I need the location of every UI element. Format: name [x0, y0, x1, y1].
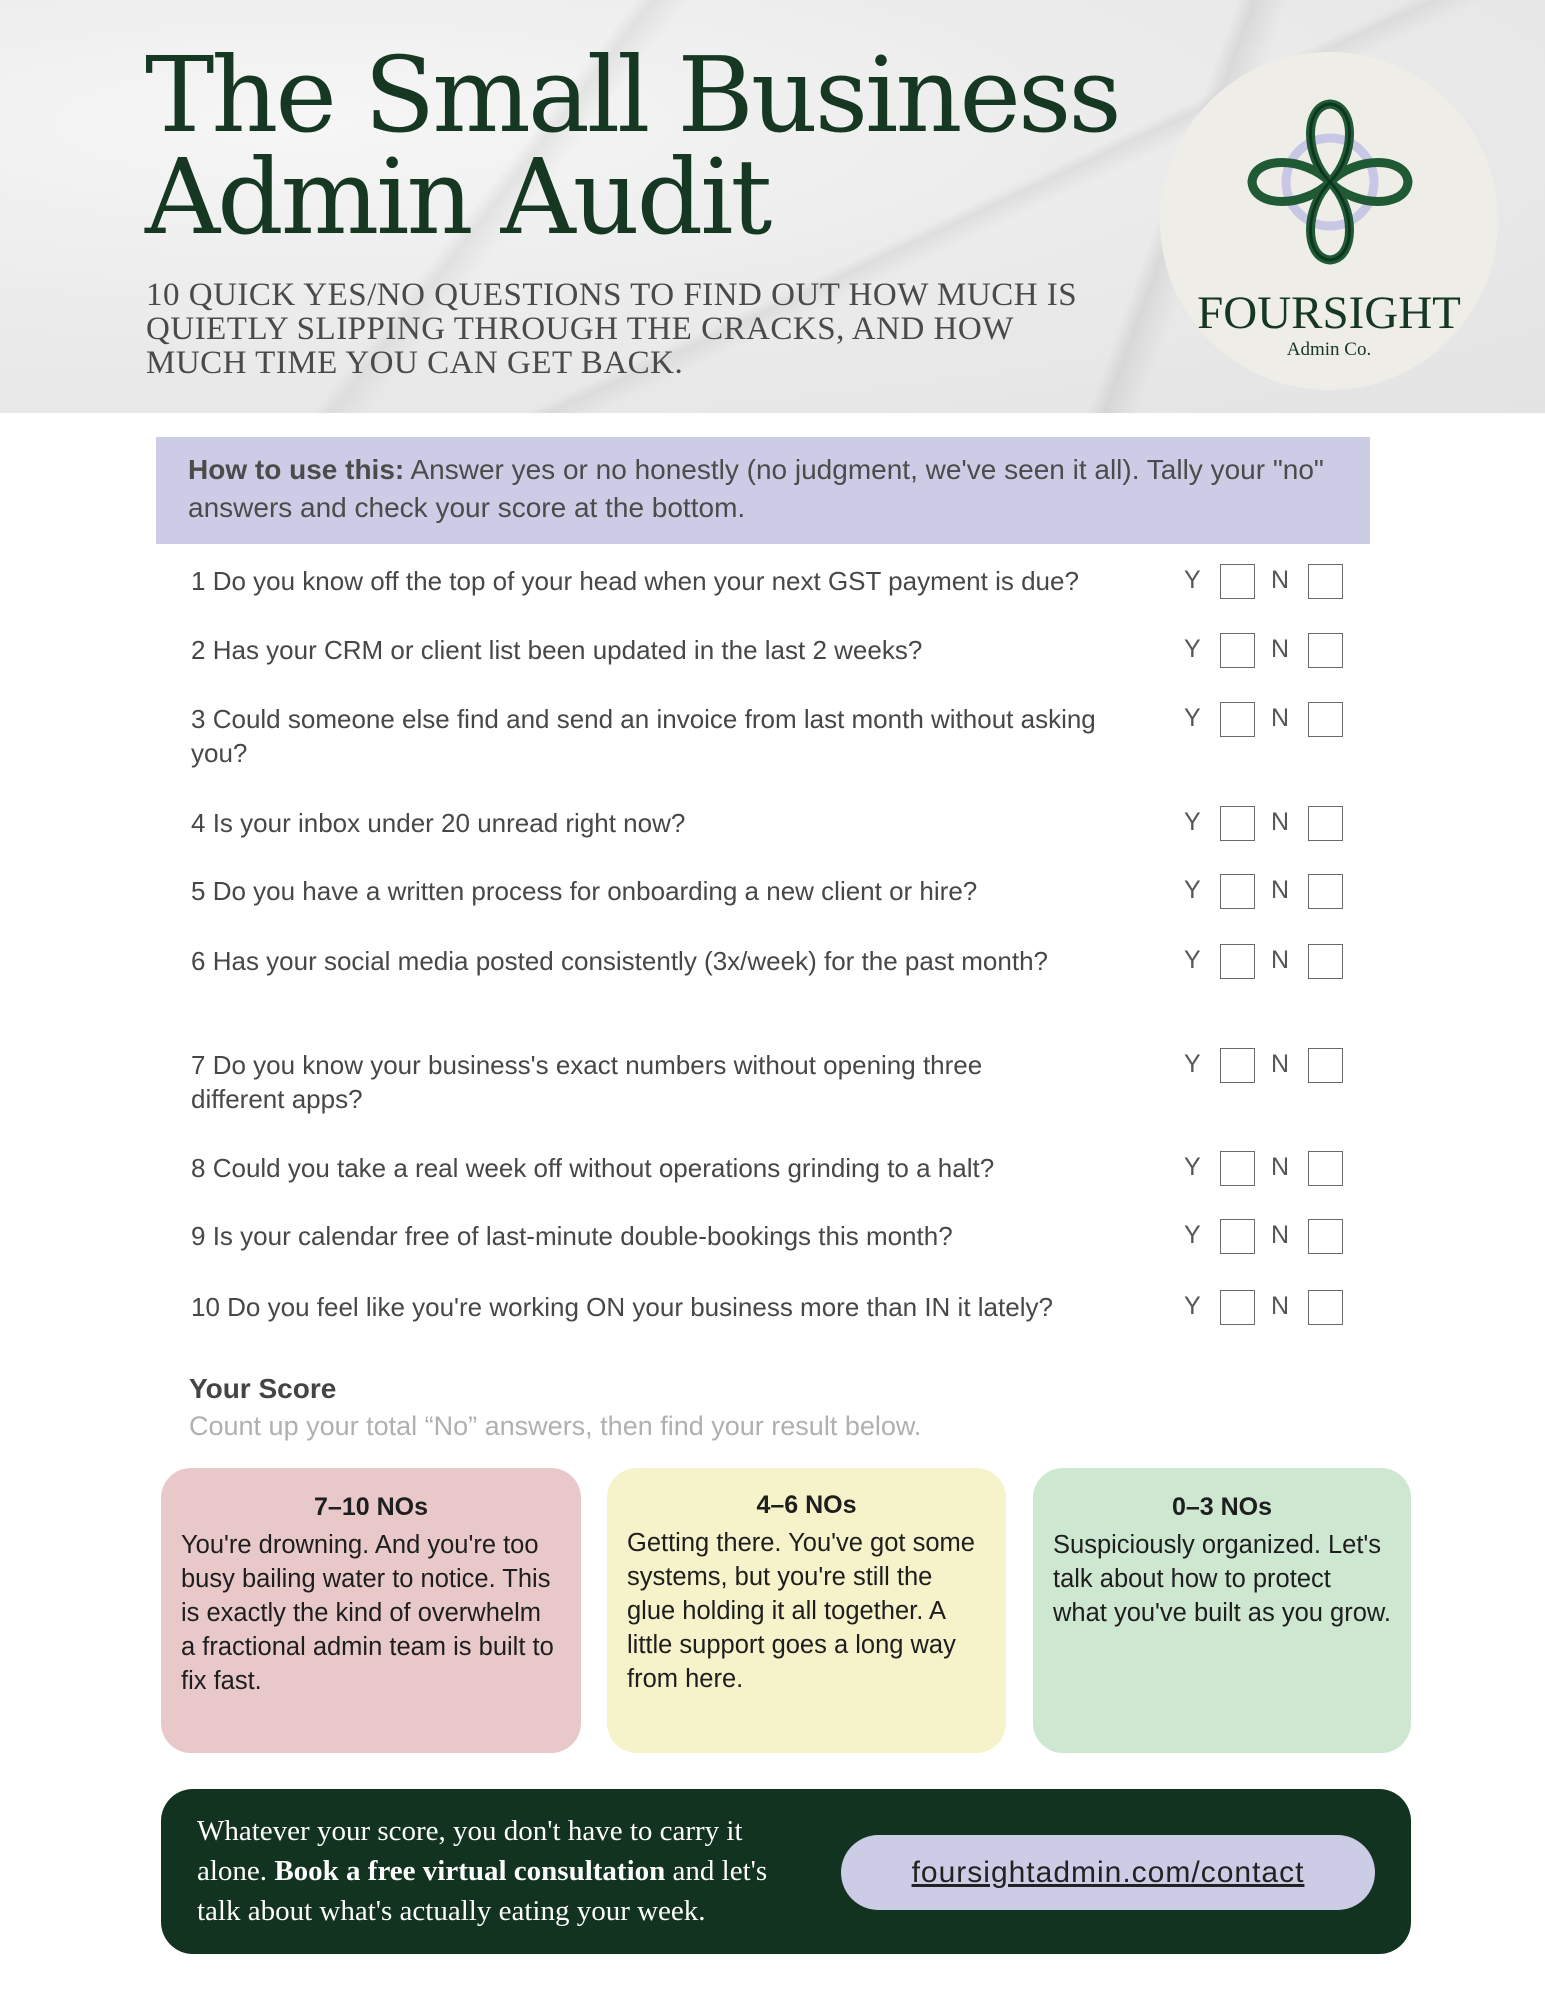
yes-checkbox[interactable] [1220, 1290, 1255, 1325]
celtic-knot-icon [1244, 96, 1416, 268]
page-subtitle: 10 QUICK YES/NO QUESTIONS TO FIND OUT HOW MUCH IS QUIETLY SLIPPING THROUGH THE CRACKS, AND HOW MUCH TIME YOU CAN GET BACK. [146, 277, 1078, 381]
answer-group [1184, 1219, 1354, 1255]
no-checkbox[interactable] [1308, 1219, 1343, 1254]
question-text: 10 Do you feel like you're working ON your business more than IN it lately? [191, 1292, 1053, 1322]
no-label: N [1271, 946, 1290, 974]
yes-checkbox[interactable] [1220, 1048, 1255, 1083]
answer-group [1184, 633, 1354, 669]
no-checkbox[interactable] [1308, 1048, 1343, 1083]
logo-subtitle: Admin Co. [1286, 339, 1372, 360]
no-checkbox[interactable] [1308, 702, 1343, 737]
result-text: You're drowning. And you're too busy bailing water to notice. This is exactly the kind of overwhelm a fractional admin team is built to fix fast. [181, 1531, 554, 1695]
no-label: N [1271, 1050, 1290, 1078]
yes-checkbox[interactable] [1220, 633, 1255, 668]
no-checkbox[interactable] [1308, 874, 1343, 909]
yes-label: Y [1184, 808, 1201, 836]
no-label: N [1271, 635, 1290, 663]
no-label: N [1271, 876, 1290, 904]
yes-label: Y [1184, 876, 1201, 904]
answer-group [1184, 1151, 1354, 1187]
answer-group [1184, 944, 1354, 980]
no-label: N [1271, 1153, 1290, 1181]
result-text: Suspiciously organized. Let's talk about how to protect what you've built as you grow. [1053, 1531, 1391, 1627]
no-label: N [1271, 704, 1290, 732]
yes-checkbox[interactable] [1220, 806, 1255, 841]
yes-checkbox[interactable] [1220, 874, 1255, 909]
header-banner [0, 0, 1545, 413]
yes-label: Y [1184, 946, 1201, 974]
no-checkbox[interactable] [1308, 1151, 1343, 1186]
answer-group [1184, 1290, 1354, 1326]
cta-banner [161, 1789, 1411, 1954]
question-text: 4 Is your inbox under 20 unread right now? [191, 808, 686, 838]
yes-label: Y [1184, 704, 1201, 732]
no-label: N [1271, 1221, 1290, 1249]
yes-checkbox[interactable] [1220, 702, 1255, 737]
no-checkbox[interactable] [1308, 944, 1343, 979]
instructions-label: How to use this: [188, 454, 405, 485]
cta-text: Whatever your score, you don't have to carry it alone. Book a free virtual consultation and let's talk about what's actually eating your week. [197, 1815, 768, 1927]
no-checkbox[interactable] [1308, 564, 1343, 599]
result-card-low [1033, 1468, 1411, 1753]
no-checkbox[interactable] [1308, 1290, 1343, 1325]
answer-group [1184, 806, 1354, 842]
contact-link[interactable]: foursightadmin.com/contact [841, 1835, 1375, 1910]
question-text: 5 Do you have a written process for onboarding a new client or hire? [191, 876, 978, 906]
question-text: 3 Could someone else find and send an invoice from last month without asking you? [191, 704, 1096, 768]
result-range: 4–6 NOs [756, 1491, 857, 1519]
yes-checkbox[interactable] [1220, 564, 1255, 599]
result-card-medium [607, 1468, 1006, 1753]
yes-label: Y [1184, 1221, 1201, 1249]
answer-group [1184, 564, 1354, 600]
answer-group [1184, 1048, 1354, 1084]
no-checkbox[interactable] [1308, 806, 1343, 841]
logo-name: FOURSIGHT [1197, 287, 1461, 339]
question-text: 7 Do you know your business's exact numbers without opening three different apps? [191, 1050, 983, 1114]
question-text: 1 Do you know off the top of your head when your next GST payment is due? [191, 566, 1079, 596]
question-text: 2 Has your CRM or client list been updated in the last 2 weeks? [191, 635, 923, 665]
yes-label: Y [1184, 1292, 1201, 1320]
no-label: N [1271, 808, 1290, 836]
question-text: 9 Is your calendar free of last-minute double-bookings this month? [191, 1221, 953, 1251]
yes-checkbox[interactable] [1220, 1151, 1255, 1186]
cta-bold-text: Book a free virtual consultation [274, 1855, 666, 1887]
result-range: 0–3 NOs [1171, 1493, 1273, 1521]
yes-label: Y [1184, 635, 1201, 663]
question-text: 8 Could you take a real week off without operations grinding to a halt? [191, 1153, 995, 1183]
no-checkbox[interactable] [1308, 633, 1343, 668]
logo [1160, 52, 1498, 390]
no-label: N [1271, 566, 1290, 594]
yes-label: Y [1184, 1153, 1201, 1181]
answer-group [1184, 702, 1354, 738]
question-text: 6 Has your social media posted consistently (3x/week) for the past month? [191, 946, 1048, 976]
instructions-box [156, 437, 1370, 544]
result-text: Getting there. You've got some systems, but you're still the glue holding it all together. A little support goes a long way from here. [627, 1529, 975, 1693]
score-instruction: Count up your total “No” answers, then find your result below. [189, 1411, 922, 1441]
yes-label: Y [1184, 1050, 1201, 1078]
instructions-text: Answer yes or no honestly (no judgment, we've seen it all). Tally your "no" answers and check your score at the bottom. [188, 454, 1324, 523]
answer-group [1184, 874, 1354, 910]
yes-label: Y [1184, 566, 1201, 594]
score-heading: Your Score [189, 1373, 337, 1404]
result-card-high [161, 1468, 581, 1753]
title-line-1: The Small Business [145, 34, 1119, 156]
no-label: N [1271, 1292, 1290, 1320]
result-range: 7–10 NOs [314, 1493, 428, 1521]
page-title [145, 34, 1145, 258]
title-line-2: Admin Audit [145, 136, 770, 258]
yes-checkbox[interactable] [1220, 944, 1255, 979]
yes-checkbox[interactable] [1220, 1219, 1255, 1254]
